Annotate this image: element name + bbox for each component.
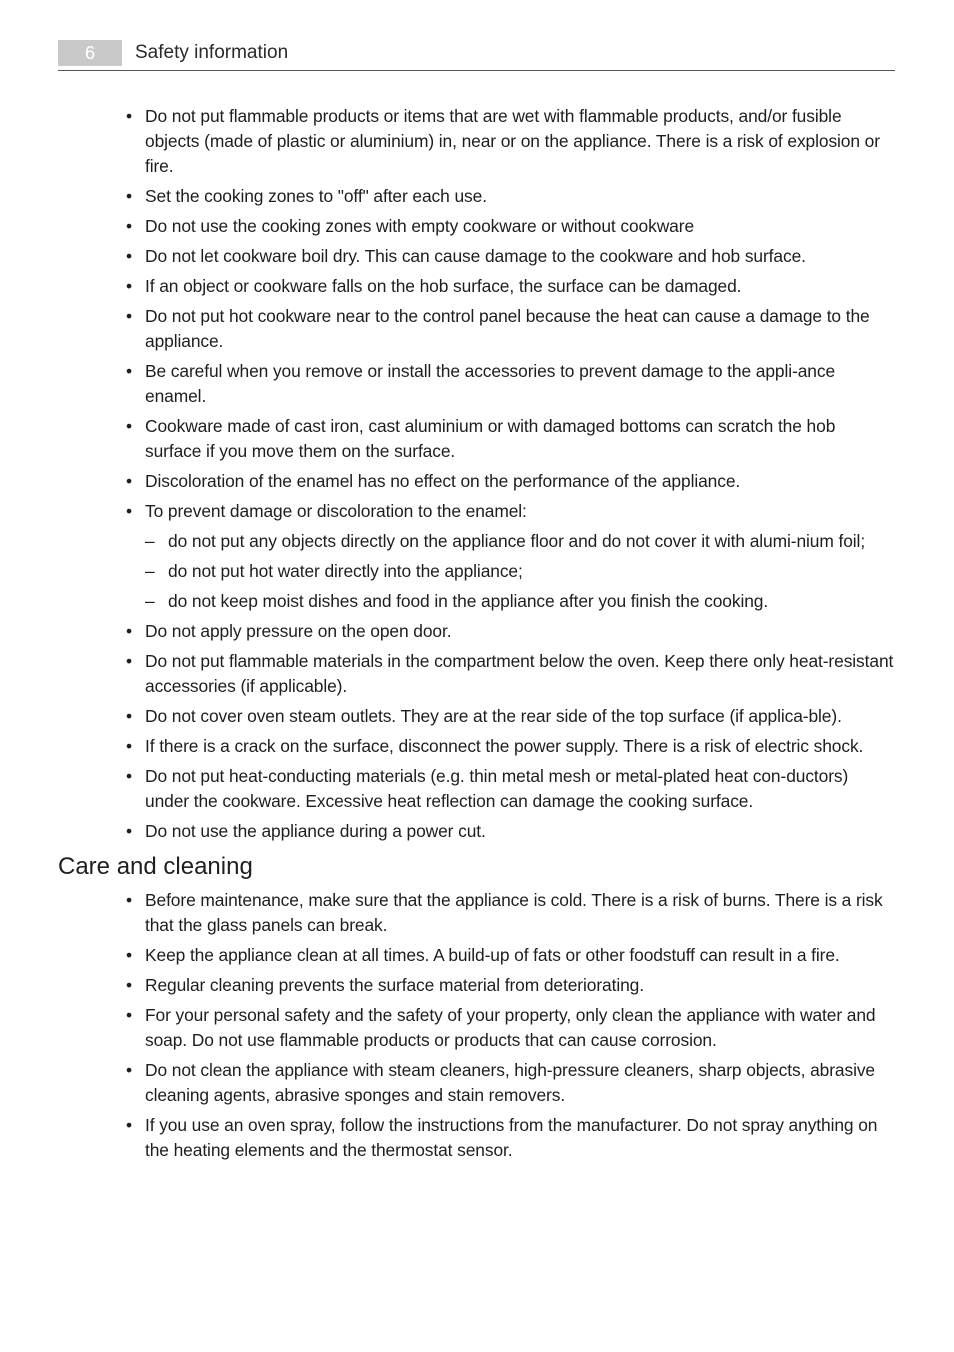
list-item-text: Do not put flammable materials in the compartment below the oven. Keep there only heat-resistant accessories (if applicable).	[145, 651, 894, 696]
list-item	[58, 1113, 895, 1163]
bullet-icon: •	[126, 186, 132, 206]
list-item-text: Keep the appliance clean at all times. A build-up of fats or other foodstuff can result in a fire.	[145, 945, 840, 965]
list-item	[58, 819, 895, 844]
list-item-text: If you use an oven spray, follow the instructions from the manufacturer. Do not spray anything on the heating elements and the thermostat sensor.	[145, 1115, 878, 1160]
list-item-text: Do not apply pressure on the open door.	[145, 621, 452, 641]
safety-list	[58, 104, 895, 524]
list-item-text: Be careful when you remove or install the accessories to prevent damage to the appli-ance enamel.	[145, 361, 836, 406]
list-item	[58, 104, 895, 179]
bullet-icon: •	[126, 106, 132, 126]
bullet-icon: •	[126, 651, 132, 671]
bullet-icon: •	[126, 501, 132, 521]
bullet-icon: •	[126, 361, 132, 381]
bullet-icon: •	[126, 736, 132, 756]
safety-list-continued	[58, 619, 895, 844]
list-item	[58, 764, 895, 814]
list-item-text: Do not put flammable products or items that are wet with flammable products, and/or fusible objects (made of plastic or aluminium) in, near or on the appliance. There is a risk of explosion or fire.	[145, 106, 880, 176]
list-item	[58, 943, 895, 968]
enamel-sublist	[58, 529, 895, 614]
list-item-text: If there is a crack on the surface, disconnect the power supply. There is a risk of electric shock.	[145, 736, 864, 756]
list-item-text: Do not cover oven steam outlets. They are at the rear side of the top surface (if applica-ble).	[145, 706, 842, 726]
bullet-icon: •	[126, 1005, 132, 1025]
sublist-item	[58, 589, 895, 614]
bullet-icon: •	[126, 306, 132, 326]
page-number: 6	[58, 40, 122, 66]
list-item-text: Do not put hot cookware near to the control panel because the heat can cause a damage to the appliance.	[145, 306, 870, 351]
bullet-icon: •	[126, 216, 132, 236]
list-item-text: Do not use the cooking zones with empty cookware or without cookware	[145, 216, 695, 236]
list-item-text: If an object or cookware falls on the hob surface, the surface can be damaged.	[145, 276, 742, 296]
bullet-icon: •	[126, 276, 132, 296]
list-item-text: Discoloration of the enamel has no effect on the performance of the appliance.	[145, 471, 741, 491]
sublist-item-text: do not put any objects directly on the appliance floor and do not cover it with alumi-nium foil;	[168, 531, 866, 551]
list-item	[58, 244, 895, 269]
dash-icon: –	[145, 561, 155, 581]
list-item	[58, 649, 895, 699]
list-item-text: For your personal safety and the safety of your property, only clean the appliance with water and soap. Do not use flammable products or products that can cause corrosion.	[145, 1005, 876, 1050]
list-item-text: Do not clean the appliance with steam cleaners, high-pressure cleaners, sharp objects, abrasive cleaning agents, abrasive sponges and stain removers.	[145, 1060, 876, 1105]
bullet-icon: •	[126, 1060, 132, 1080]
bullet-icon: •	[126, 471, 132, 491]
bullet-icon: •	[126, 246, 132, 266]
list-item-text: Do not put heat-conducting materials (e.g. thin metal mesh or metal-plated heat con-ductors) under the cookware. Excessive heat reflection can damage the cooking surface.	[145, 766, 849, 811]
bullet-icon: •	[126, 766, 132, 786]
list-item	[58, 888, 895, 938]
bullet-icon: •	[126, 706, 132, 726]
list-item	[58, 274, 895, 299]
bullet-icon: •	[126, 621, 132, 641]
list-item-text: Before maintenance, make sure that the appliance is cold. There is a risk of burns. There is a risk that the glass panels can break.	[145, 890, 883, 935]
dash-icon: –	[145, 531, 155, 551]
list-item	[58, 499, 895, 524]
list-item-text: To prevent damage or discoloration to the enamel:	[145, 501, 527, 521]
care-and-cleaning-heading: Care and cleaning	[58, 853, 253, 880]
care-list	[58, 888, 895, 1163]
sublist-item	[58, 559, 895, 584]
list-item-text: Cookware made of cast iron, cast aluminium or with damaged bottoms can scratch the hob surface if you move them on the surface.	[145, 416, 836, 461]
list-item	[58, 359, 895, 409]
list-item-text: Do not let cookware boil dry. This can cause damage to the cookware and hob surface.	[145, 246, 806, 266]
list-item	[58, 414, 895, 464]
list-item	[58, 619, 895, 644]
dash-icon: –	[145, 591, 155, 611]
bullet-icon: •	[126, 821, 132, 841]
bullet-icon: •	[126, 975, 132, 995]
list-item-text: Do not use the appliance during a power cut.	[145, 821, 486, 841]
page-content	[58, 104, 895, 1168]
list-item-text: Set the cooking zones to "off" after each use.	[145, 186, 487, 206]
bullet-icon: •	[126, 890, 132, 910]
list-item	[58, 704, 895, 729]
list-item	[58, 973, 895, 998]
bullet-icon: •	[126, 1115, 132, 1135]
list-item-text: Regular cleaning prevents the surface material from deteriorating.	[145, 975, 644, 995]
bullet-icon: •	[126, 416, 132, 436]
sublist-item	[58, 529, 895, 554]
bullet-icon: •	[126, 945, 132, 965]
sublist-item-text: do not keep moist dishes and food in the appliance after you finish the cooking.	[168, 591, 769, 611]
list-item	[58, 734, 895, 759]
page-header	[58, 40, 895, 71]
list-item	[58, 1058, 895, 1108]
running-section-title: Safety information	[135, 42, 289, 63]
list-item	[58, 304, 895, 354]
list-item	[58, 184, 895, 209]
list-item	[58, 469, 895, 494]
sublist-item-text: do not put hot water directly into the appliance;	[168, 561, 523, 581]
list-item	[58, 214, 895, 239]
list-item	[58, 1003, 895, 1053]
